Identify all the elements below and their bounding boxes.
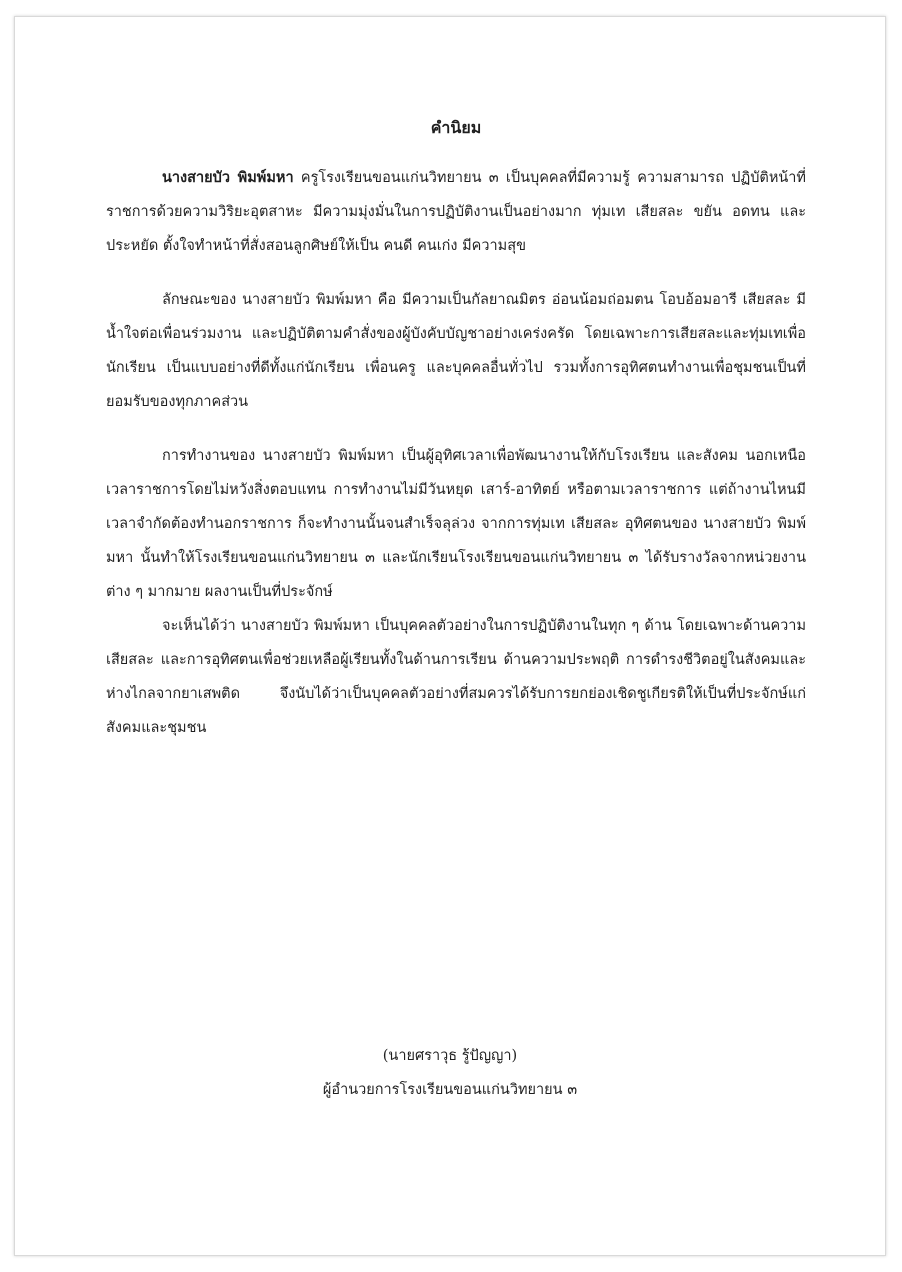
paragraph-3: การทำงานของ นางสายบัว พิมพ์มหา เป็นผู้อุทิศเวลาเพื่อพัฒนางานให้กับโรงเรียน และสังคม นอกเหนือเวลาราชการโดยไม่หวังสิ่งตอบแทน การทำงานไม่มีวันหยุด เสาร์-อาทิตย์ หรือตามเวลาราชการ แต่ถ้างานไหนมีเวลาจำกัดต้องทำนอกราชการ ก็จะทำงานนั้นจนสำเร็จลุล่วง จากการทุ่มเท เสียสละ อุทิศตนของ นางสายบัว พิมพ์มหา นั้นทำให้โรงเรียนขอนแก่นวิทยายน ๓ และนักเรียนโรงเรียนขอนแก่นวิทยายน ๓ ได้รับรางวัลจากหน่วยงานต่าง ๆ มากมาย ผลงานเป็นที่ประจักษ์	[106, 448, 806, 600]
honoree-name: นางสายบัว พิมพ์มหา	[162, 169, 294, 186]
document-page	[14, 16, 886, 1256]
signature-name: (นายศราวุธ รู้ปัญญา)	[382, 1048, 518, 1064]
document-body	[106, 113, 806, 745]
document-title: คำนิยม	[430, 118, 482, 137]
signature-block	[15, 1039, 885, 1107]
paragraph-1-text: ครูโรงเรียนขอนแก่นวิทยายน ๓ เป็นบุคคลที่มีความรู้ ความสามารถ ปฏิบัติหน้าที่ราชการด้วยความวิริยะอุตสาหะ มีความมุ่งมั่นในการปฏิบัติงานเป็นอย่างมาก ทุ่มเท เสียสละ ขยัน อดทน และประหยัด ตั้งใจทำหน้าที่สั่งสอนลูกศิษย์ให้เป็น คนดี คนเก่ง มีความสุข	[106, 170, 806, 254]
paragraph-1	[106, 161, 806, 263]
paragraph-4: จะเห็นได้ว่า นางสายบัว พิมพ์มหา เป็นบุคคลตัวอย่างในการปฏิบัติงานในทุก ๆ ด้าน โดยเฉพาะด้านความเสียสละ และการอุทิศตนเพื่อช่วยเหลือผู้เรียนทั้งในด้านการเรียน ด้านความประพฤติ การดำรงชีวิตอยู่ในสังคมและห่างไกลจากยาเสพติด จึงนับได้ว่าเป็นบุคคลตัวอย่างที่สมควรได้รับการยกย่องเชิดชูเกียรติให้เป็นที่ประจักษ์แก่สังคมและชุมชน	[106, 618, 806, 736]
signature-position: ผู้อำนวยการโรงเรียนขอนแก่นวิทยายน ๓	[322, 1082, 578, 1098]
paragraph-2: ลักษณะของ นางสายบัว พิมพ์มหา คือ มีความเป็นกัลยาณมิตร อ่อนน้อมถ่อมตน โอบอ้อมอารี เสียสละ มีน้ำใจต่อเพื่อนร่วมงาน และปฏิบัติตามคำสั่งของผู้บังคับบัญชาอย่างเคร่งครัด โดยเฉพาะการเสียสละและทุ่มเทเพื่อนักเรียน เป็นแบบอย่างที่ดีทั้งแก่นักเรียน เพื่อนครู และบุคคลอื่นทั่วไป รวมทั้งการอุทิศตนทำงานเพื่อชุมชนเป็นที่ยอมรับของทุกภาคส่วน	[106, 292, 806, 410]
